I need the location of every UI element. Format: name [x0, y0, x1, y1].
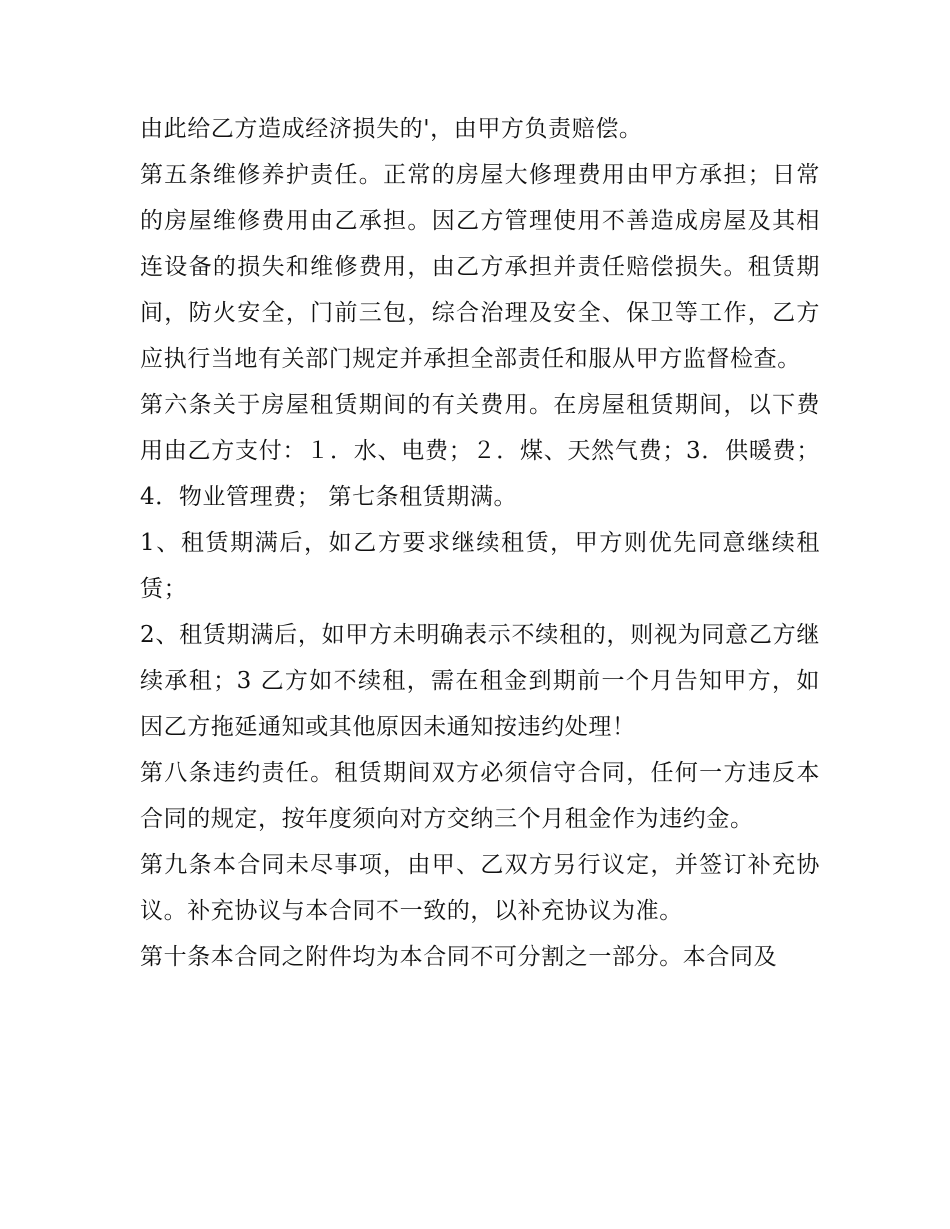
- paragraph-lease-expiry-item-1: 1、租赁期满后，如乙方要求继续租赁，甲方则优先同意继续租赁；: [140, 530, 820, 602]
- paragraph-lease-expiry-item-2: 2、租赁期满后，如甲方未明确表示不续租的，则视为同意乙方继续承租；3 乙方如不续租，需在租金到期前一个月告知甲方，如因乙方拖延通知或其他原因未通知按违约处理！: [140, 622, 820, 740]
- document-body: [140, 106, 820, 980]
- paragraph-article-5-maintenance: 第五条维修养护责任。正常的房屋大修理费用由甲方承担；日常的房屋维修费用由乙承担。因乙方管理使用不善造成房屋及其相连设备的损失和维修费用，由乙方承担并责任赔偿损失。租赁期间，防火安全，门前三包，综合治理及安全、保卫等工作，乙方应执行当地有关部门规定并承担全部责任和服从甲方监督检查。: [140, 162, 820, 372]
- paragraph-article-6-fees: 第六条关于房屋租赁期间的有关费用。在房屋租赁期间，以下费用由乙方支付：１．水、电费；２．煤、天然气费；3．供暖费；4．物业管理费； 第七条租赁期满。: [140, 392, 820, 510]
- paragraph-article-10-annex: 第十条本合同之附件均为本合同不可分割之一部分。本合同及: [140, 944, 778, 970]
- paragraph-article-9-supplement: 第九条本合同未尽事项，由甲、乙双方另行议定，并签订补充协议。补充协议与本合同不一致的，以补充协议为准。: [140, 852, 820, 924]
- paragraph-article-8-breach: 第八条违约责任。租赁期间双方必须信守合同，任何一方违反本合同的规定，按年度须向对方交纳三个月租金作为违约金。: [140, 760, 820, 832]
- paragraph-damage-compensation: 由此给乙方造成经济损失的'，由甲方负责赔偿。: [140, 116, 643, 142]
